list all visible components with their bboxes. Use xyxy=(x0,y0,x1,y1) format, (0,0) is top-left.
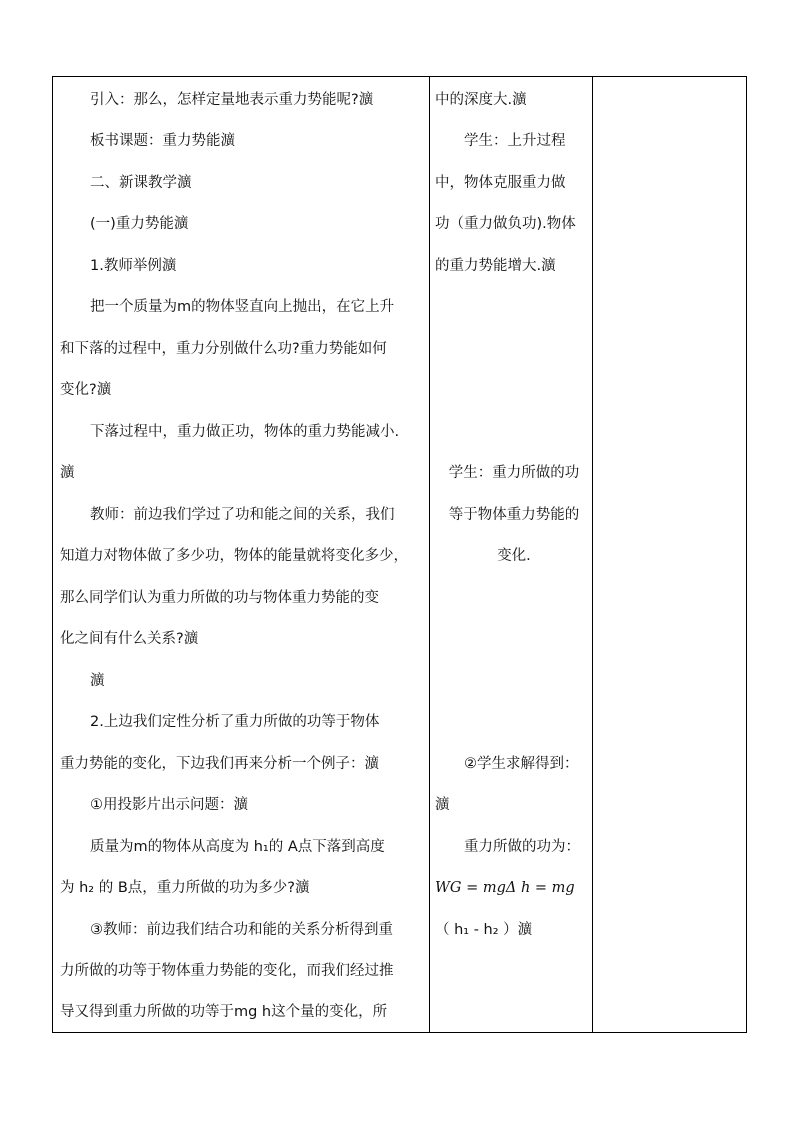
left-line-23: 导又得到重力所做的功等于mg h这个量的变化，所 xyxy=(60,1004,388,1020)
left-line-19: 质量为m的物体从高度为 h₁的 A点下落到高度 xyxy=(90,839,385,855)
middle-line-2: 学生：上升过程 xyxy=(464,133,566,149)
left-line-21: ③教师：前边我们结合功和能的关系分析得到重 xyxy=(90,922,393,938)
left-line-6: 把一个质量为m的物体竖直向上抛出，在它上升 xyxy=(90,299,395,315)
left-line-20: 为 h₂ 的 B点，重力所做的功为多少?瀇 xyxy=(60,880,310,896)
middle-line-7: 等于物体重力势能的 xyxy=(448,507,580,523)
left-line-10: 瀇 xyxy=(60,465,75,481)
middle-line-4: 功（重力做负功).物体 xyxy=(435,216,576,232)
left-line-4: (一)重力势能瀇 xyxy=(90,216,189,232)
middle-line-13: （ h₁ - h₂ ）瀇 xyxy=(435,922,533,938)
middle-line-9: ②学生求解得到： xyxy=(464,756,579,772)
middle-line-12: WG = mgΔ h = mg xyxy=(435,880,575,896)
left-line-15: 瀇 xyxy=(90,673,105,689)
left-line-13: 那么同学们认为重力所做的功与物体重力势能的变 xyxy=(60,590,379,606)
left-line-12: 知道力对物体做了多少功，物体的能量就将变化多少， xyxy=(60,548,408,564)
middle-line-6: 学生：重力所做的功 xyxy=(448,465,580,481)
left-line-17: 重力势能的变化，下边我们再来分析一个例子：瀇 xyxy=(60,756,379,772)
left-line-22: 力所做的功等于物体重力势能的变化，而我们经过推 xyxy=(60,963,394,979)
left-line-2: 板书课题：重力势能瀇 xyxy=(90,133,235,149)
left-line-8: 变化?瀇 xyxy=(60,382,112,398)
left-line-9: 下落过程中，重力做正功，物体的重力势能减小. xyxy=(90,424,400,440)
left-line-1: 引入：那么，怎样定量地表示重力势能呢?瀇 xyxy=(90,92,374,108)
left-line-18: ①用投影片出示问题：瀇 xyxy=(90,797,248,813)
middle-line-5: 的重力势能增大.瀇 xyxy=(435,258,556,274)
left-line-5: 1.教师举例瀇 xyxy=(90,258,177,274)
middle-line-11: 重力所做的功为： xyxy=(464,839,580,855)
left-line-7: 和下落的过程中，重力分别做什么功?重力势能如何 xyxy=(60,341,387,357)
left-line-16: 2.上边我们定性分析了重力所做的功等于物体 xyxy=(90,714,380,730)
middle-line-10: 瀇 xyxy=(435,797,450,813)
left-line-11: 教师：前边我们学过了功和能之间的关系，我们 xyxy=(90,507,395,523)
middle-line-3: 中，物体克服重力做 xyxy=(435,175,566,191)
middle-line-8: 变化. xyxy=(497,548,531,564)
left-line-14: 化之间有什么关系?瀇 xyxy=(60,631,199,647)
middle-line-1: 中的深度大.瀇 xyxy=(435,92,527,108)
left-line-3: 二、新课教学瀇 xyxy=(90,175,192,191)
